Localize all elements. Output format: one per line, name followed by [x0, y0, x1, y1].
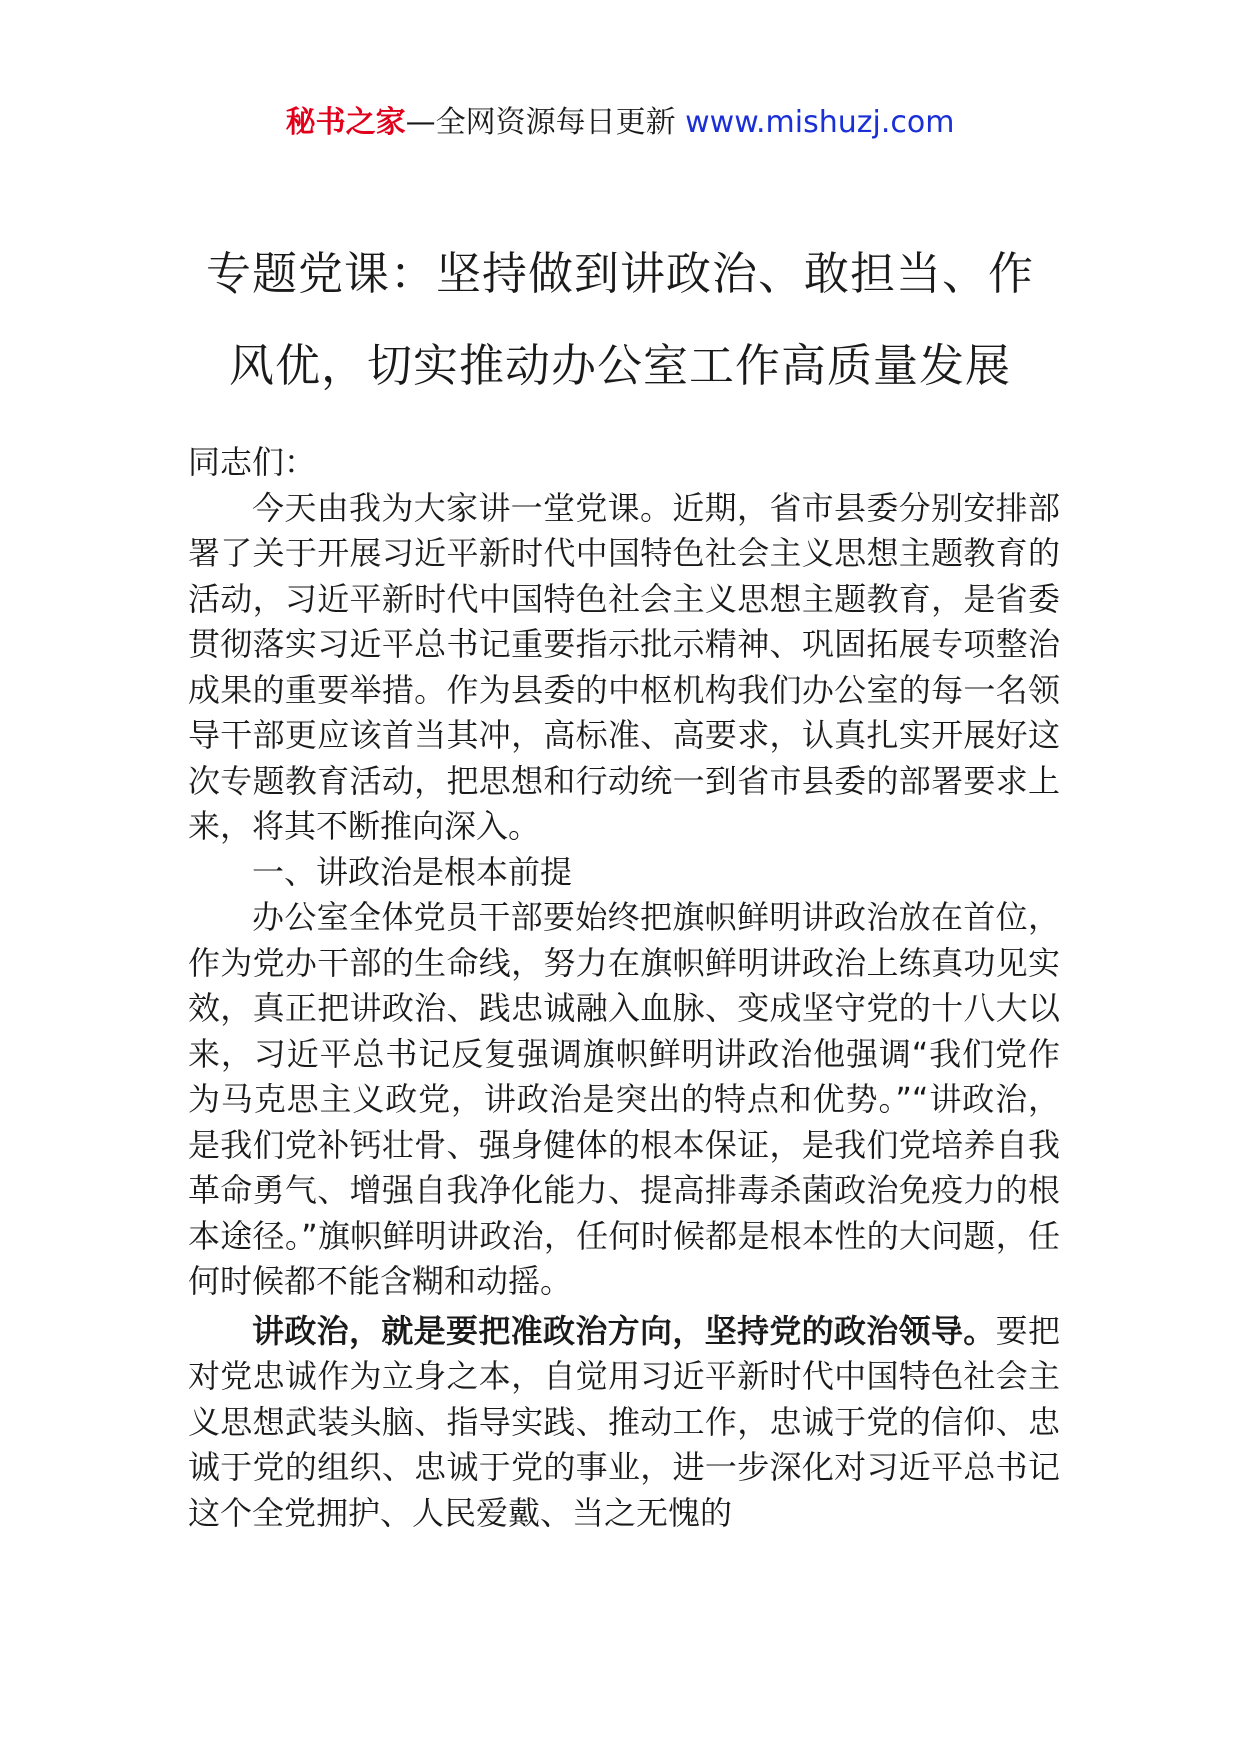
paragraph-bold-lead: 讲政治，就是要把准政治方向，坚持党的政治领导。 [252, 1311, 996, 1350]
brand-name: 秘书之家 [285, 105, 406, 140]
paragraph-intro: 今天由我为大家讲一堂党课。近期，省市县委分别安排部署了关于开展习近平新时代中国特色社会主义思想主题教育的活动，习近平新时代中国特色社会主义思想主题教育，是省委贯彻落实习近平总书记重要指示批示精神、巩固拓展专项整治成果的重要举措。作为县委的中枢机构我们办公室的每一名领导干部更应该首当其冲，高标准、高要求，认真扎实开展好这次专题教育活动，把思想和行动统一到省市县委的部署要求上来，将其不断推向深入。 [188, 488, 1060, 845]
title-line-1: 专题党课：坚持做到讲政治、敢担当、作 [205, 247, 1034, 300]
paragraph-section1: 办公室全体党员干部要始终把旗帜鲜明讲政治放在首位，作为党办干部的生命线，努力在旗帜鲜明讲政治上练真功见实效，真正把讲政治、践忠诚融入血脉、变成坚守党的十八大以来，习近平总书记反复强调旗帜鲜明讲政治他强调“我们党作为马克思主义政党，讲政治是突出的特点和优势。”“讲政治，是我们党补钙壮骨、强身健体的根本保证，是我们党培养自我革命勇气、增强自我净化能力、提高排毒杀菌政治免疫力的根本途径。”旗帜鲜明讲政治，任何时候都是根本性的大问题，任何时候都不能含糊和动摇。 [188, 898, 1060, 1300]
section-heading-1: 一、讲政治是根本前提 [252, 852, 573, 891]
salutation: 同志们： [188, 443, 317, 481]
title-line-2: 风优，切实推动办公室工作高质量发展 [228, 339, 1011, 392]
header-url-link[interactable]: www.mishuzj.com [685, 105, 955, 140]
document-body [188, 440, 1060, 1536]
header-slogan: —全网资源每日更新 [405, 105, 676, 140]
page-header [0, 100, 1240, 146]
paragraph-body-text: 要把对党忠诚作为立身之本，自觉用习近平新时代中国特色社会主义思想武装头脑、指导实践、推动工作，忠诚于党的信仰、忠诚于党的组织、忠诚于党的事业，进一步深化对习近平总书记这个全党拥护、人民爱戴、当之无愧的 [188, 1311, 1060, 1532]
paragraph-political-direction [188, 1309, 1060, 1537]
document-title [140, 228, 1100, 412]
